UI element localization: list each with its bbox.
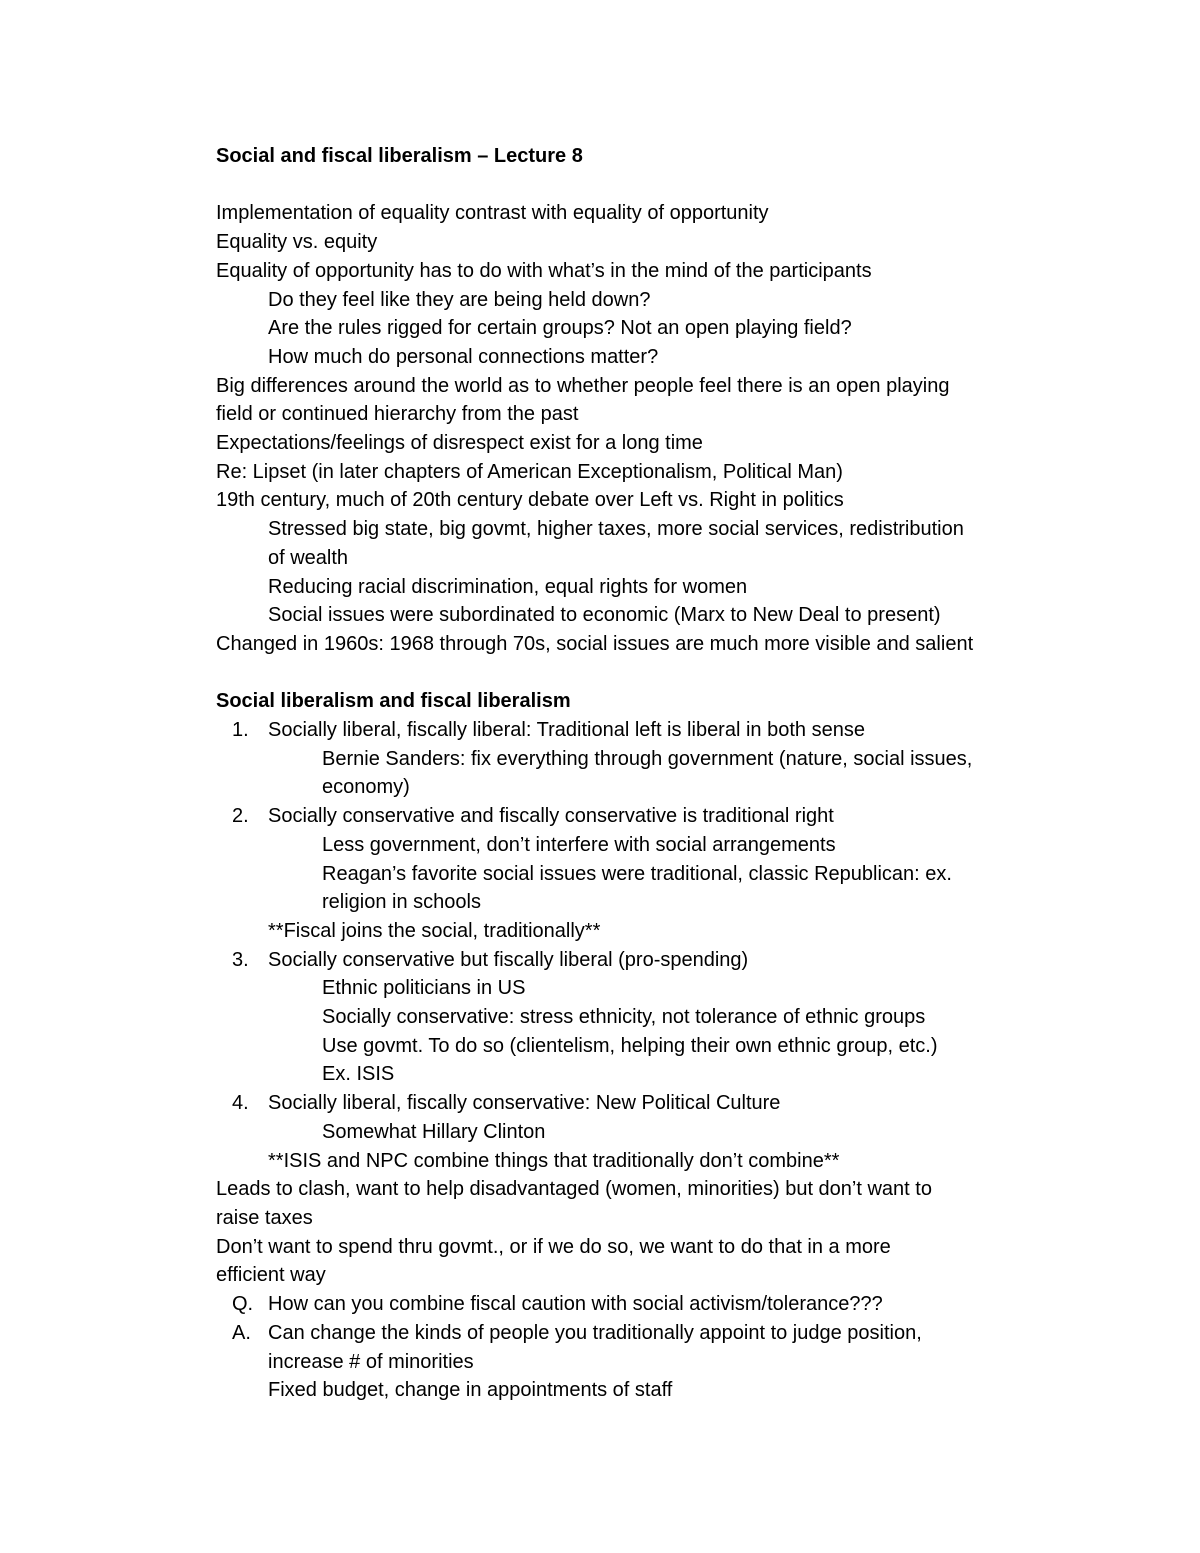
note-subline: of wealth xyxy=(268,546,349,569)
answer-text: Can change the kinds of people you traditionally appoint to judge position, xyxy=(268,1321,922,1344)
list-subline: Bernie Sanders: fix everything through government (nature, social issues, xyxy=(322,747,973,770)
answer-item xyxy=(216,1319,1046,1348)
note-subline: How much do personal connections matter? xyxy=(268,345,659,368)
note-line: Implementation of equality contrast with equality of opportunity xyxy=(216,202,769,225)
document-body xyxy=(216,142,1046,1405)
list-marker: 1. xyxy=(232,719,249,742)
note-line: efficient way xyxy=(216,1264,326,1287)
list-item-text: Socially liberal, fiscally conservative: New Political Culture xyxy=(268,1092,781,1115)
note-line: Expectations/feelings of disrespect exist for a long time xyxy=(216,432,703,455)
note-line: Changed in 1960s: 1968 through 70s, social issues are much more visible and salient xyxy=(216,632,974,655)
list-item xyxy=(216,946,1046,975)
note-line: raise taxes xyxy=(216,1206,313,1229)
list-subline: religion in schools xyxy=(322,891,481,914)
note-subline: Are the rules rigged for certain groups? Not an open playing field? xyxy=(268,317,852,340)
answer-subline: increase # of minorities xyxy=(268,1350,474,1373)
spacer xyxy=(216,659,1046,688)
question-item xyxy=(216,1290,1046,1319)
list-item xyxy=(216,1089,1046,1118)
list-item xyxy=(216,716,1046,745)
document-title: Social and fiscal liberalism – Lecture 8 xyxy=(216,145,583,167)
note-line: Re: Lipset (in later chapters of American Exceptionalism, Political Man) xyxy=(216,460,843,483)
note-line: Big differences around the world as to whether people feel there is an open playing xyxy=(216,374,950,397)
list-marker: 3. xyxy=(232,948,249,971)
answer-subline: Fixed budget, change in appointments of staff xyxy=(268,1379,673,1402)
answer-marker: A. xyxy=(232,1321,251,1344)
list-note: **ISIS and NPC combine things that traditionally don’t combine** xyxy=(268,1149,840,1172)
list-marker: 2. xyxy=(232,805,249,828)
note-subline: Social issues were subordinated to economic (Marx to New Deal to present) xyxy=(268,604,941,627)
note-line: 19th century, much of 20th century debate over Left vs. Right in politics xyxy=(216,489,844,512)
list-item-text: Socially conservative and fiscally conservative is traditional right xyxy=(268,805,834,828)
list-marker: 4. xyxy=(232,1092,249,1115)
list-subline: Reagan’s favorite social issues were traditional, classic Republican: ex. xyxy=(322,862,952,885)
list-subline: Use govmt. To do so (clientelism, helping their own ethnic group, etc.) xyxy=(322,1034,938,1057)
note-line: Equality of opportunity has to do with what’s in the mind of the participants xyxy=(216,259,872,282)
note-line: Don’t want to spend thru govmt., or if we do so, we want to do that in a more xyxy=(216,1235,891,1258)
list-subline: Less government, don’t interfere with social arrangements xyxy=(322,833,836,856)
note-subline: Reducing racial discrimination, equal rights for women xyxy=(268,575,748,598)
list-subline: Socially conservative: stress ethnicity, not tolerance of ethnic groups xyxy=(322,1006,926,1029)
note-subline: Do they feel like they are being held down? xyxy=(268,288,651,311)
list-subline: Ethnic politicians in US xyxy=(322,977,526,1000)
list-note: **Fiscal joins the social, traditionally** xyxy=(268,919,601,942)
list-item-text: Socially liberal, fiscally liberal: Traditional left is liberal in both sense xyxy=(268,719,865,742)
list-item-text: Socially conservative but fiscally liberal (pro-spending) xyxy=(268,948,749,971)
note-subline: Stressed big state, big govmt, higher taxes, more social services, redistribution xyxy=(268,518,964,541)
section-heading: Social liberalism and fiscal liberalism xyxy=(216,690,571,713)
list-subline: economy) xyxy=(322,776,410,799)
question-text: How can you combine fiscal caution with social activism/tolerance??? xyxy=(268,1293,883,1316)
list-item xyxy=(216,802,1046,831)
note-line: Equality vs. equity xyxy=(216,231,378,254)
note-line: field or continued hierarchy from the past xyxy=(216,403,579,426)
question-marker: Q. xyxy=(232,1293,254,1316)
spacer xyxy=(216,171,1046,200)
list-subline: Somewhat Hillary Clinton xyxy=(322,1120,546,1143)
list-subline: Ex. ISIS xyxy=(322,1063,395,1086)
note-line: Leads to clash, want to help disadvantaged (women, minorities) but don’t want to xyxy=(216,1178,932,1201)
